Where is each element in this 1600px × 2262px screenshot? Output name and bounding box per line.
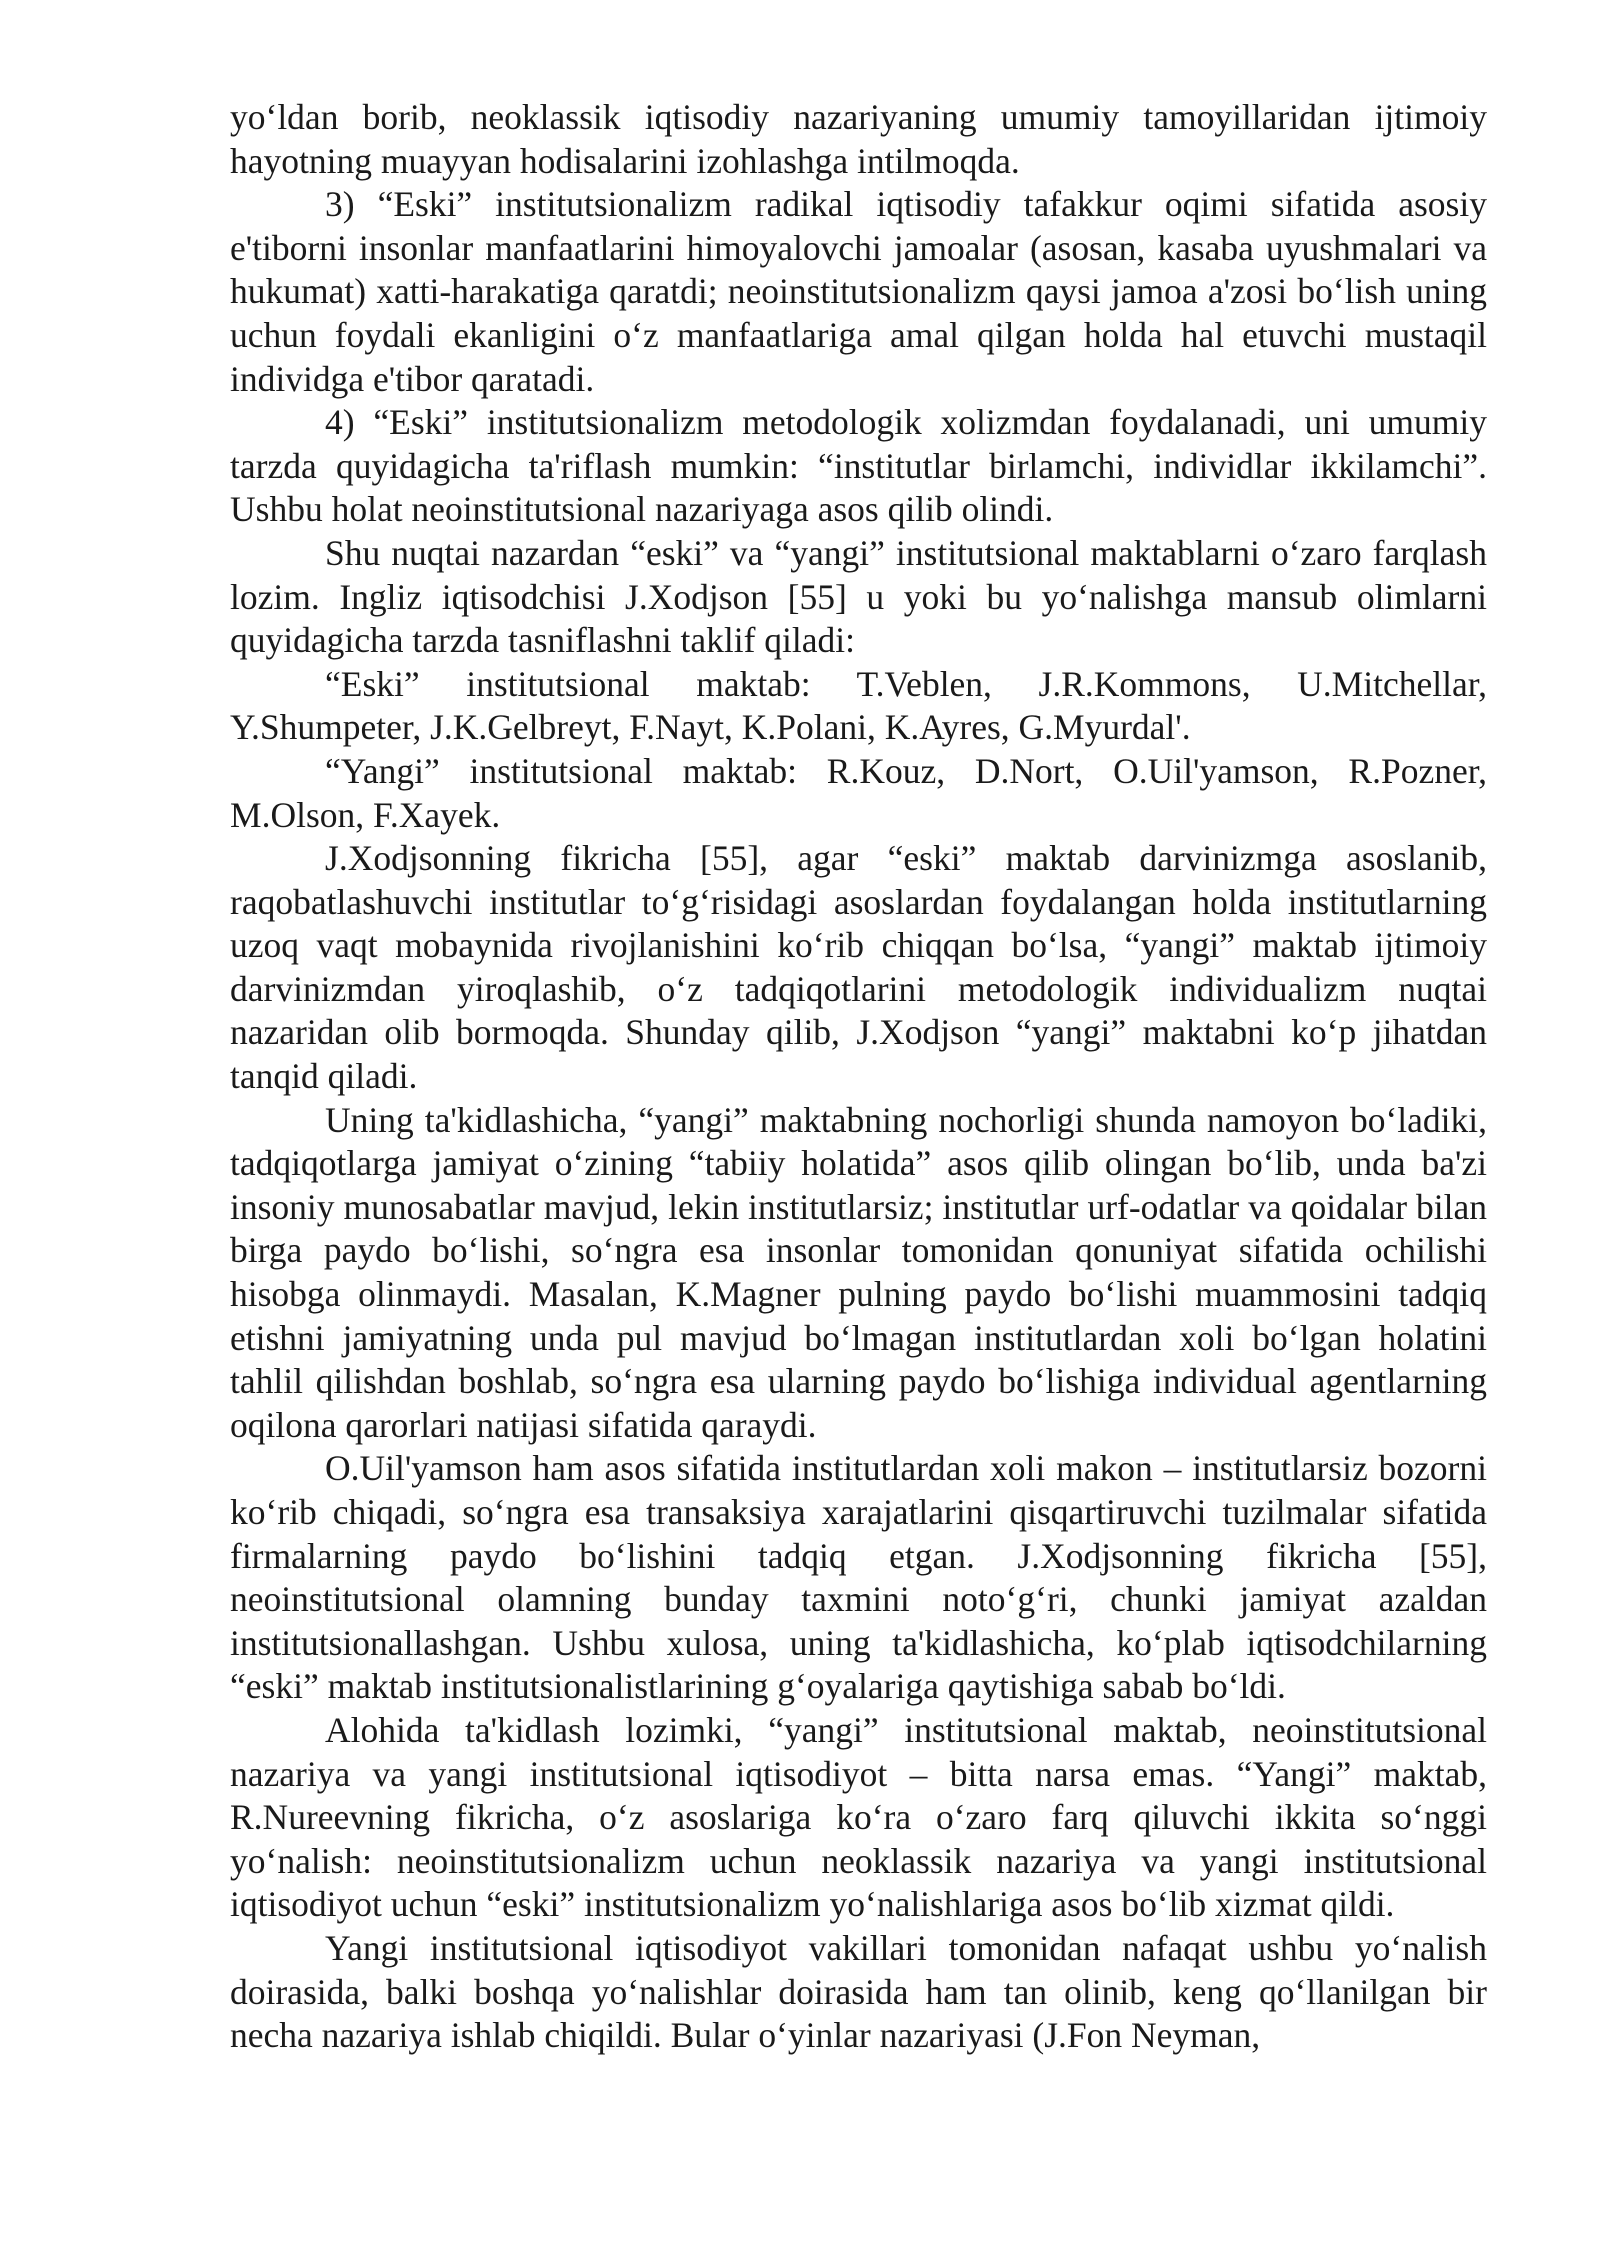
paragraph: “Eski” institutsional maktab: T.Veblen, J.R.Kommons, U.Mitchellar, Y.Shumpeter, J.K.Gelbreyt, F.Nayt, K.Polani, K.Ayres, G.Myurdal'. (230, 663, 1487, 748)
paragraph: “Yangi” institutsional maktab: R.Kouz, D.Nort, O.Uil'yamson, R.Pozner, M.Olson, F.Xayek. (230, 750, 1487, 835)
paragraph: Shu nuqtai nazardan “eski” va “yangi” institutsional maktablarni o‘zaro farqlash lozim. Ingliz iqtisodchisi J.Xodjson [55] u yoki bu yo‘nalishga mansub olimlarni quyidagicha tarzda tasniflashni taklif qiladi: (230, 532, 1487, 661)
paragraph: 4) “Eski” institutsionalizm metodologik xolizmdan foydalanadi, uni umumiy tarzda quyidagicha ta'riflash mumkin: “institutlar birlamchi, individlar ikkilamchi”. Ushbu holat neoinstitutsional nazariyaga asos qilib olindi. (230, 402, 1487, 530)
paragraph: Yangi institutsional iqtisodiyot vakillari tomonidan nafaqat ushbu yo‘nalish doirasida, balki boshqa yo‘nalishlar doirasida ham tan olinib, keng qo‘llanilgan bir necha nazariya ishlab chiqildi. Bular o‘yinlar nazariyasi (J.Fon Neyman, (230, 1927, 1487, 2056)
paragraph: 3) “Eski” institutsionalizm radikal iqtisodiy tafakkur oqimi sifatida asosiy e'tiborni insonlar manfaatlarini himoyalovchi jamoalar (asosan, kasaba uyushmalari va hukumat) xatti-harakatiga qaratdi; neoinstitutsionalizm qaysi jamoa a'zosi bo‘lish uning uchun foydali ekanligini o‘z manfaatlariga amal qilgan holda hal etuvchi mustaqil individga e'tibor qaratadi. (230, 184, 1487, 399)
paragraph: Alohida ta'kidlash lozimki, “yangi” institutsional maktab, neoinstitutsional nazariya va yangi institutsional iqtisodiyot – bitta narsa emas. “Yangi” maktab, R.Nureevning fikricha, o‘z asoslariga ko‘ra o‘zaro farq qiluvchi ikkita so‘nggi yo‘nalish: neoinstitutsionalizm uchun neoklassik nazariya va yangi institutsional iqtisodiyot uchun “eski” institutsionalizm yo‘nalishlariga asos bo‘lib xizmat qildi. (230, 1709, 1487, 1925)
paragraph: Uning ta'kidlashicha, “yangi” maktabning nochorligi shunda namoyon bo‘ladiki, tadqiqotlarga jamiyat o‘zining “tabiiy holatida” asos qilib olingan bo‘lib, unda ba'zi insoniy munosabatlar mavjud, lekin institutlarsiz; institutlar urf-odatlar va qoidalar bilan birga paydo bo‘lishi, so‘ngra esa insonlar tomonidan qonuniyat sifatida ochilishi hisobga olinmaydi. Masalan, K.Magner pulning paydo bo‘lishi muammosini tadqiq etishni jamiyatning unda pul mavjud bo‘lmagan institutlardan xoli bo‘lgan holatini tahlil qilishdan boshlab, so‘ngra esa ularning paydo bo‘lishiga individual agentlarning oqilona qarorlari natijasi sifatida qaraydi. (230, 1099, 1487, 1445)
paragraph: O.Uil'yamson ham asos sifatida institutlardan xoli makon – institutlarsiz bozorni ko‘rib chiqadi, so‘ngra esa transaksiya xarajatlarini qisqartiruvchi tuzilmalar sifatida firmalarning paydo bo‘lishini tadqiq etgan. J.Xodjsonning fikricha [55], neoinstitutsional olamning bunday taxmini noto‘g‘ri, chunki jamiyat azaldan institutsionallashgan. Ushbu xulosa, uning ta'kidlashicha, ko‘plab iqtisodchilarning “eski” maktab institutsionalistlarining g‘oyalariga qaytishiga sabab bo‘ldi. (230, 1448, 1487, 1707)
paragraph: J.Xodjsonning fikricha [55], agar “eski” maktab darvinizmga asoslanib, raqobatlashuvchi institutlar to‘g‘risidagi asoslardan foydalangan holda institutlarning uzoq vaqt mobaynida rivojlanishini ko‘rib chiqqan bo‘lsa, “yangi” maktab ijtimoiy darvinizmdan yiroqlashib, o‘z tadqiqotlarini metodologik individualizm nuqtai nazaridan olib bormoqda. Shunday qilib, J.Xodjson “yangi” maktabni ko‘p jihatdan tanqid qiladi. (230, 838, 1487, 1097)
paragraph: yo‘ldan borib, neoklassik iqtisodiy nazariyaning umumiy tamoyillaridan ijtimoiy hayotning muayyan hodisalarini izohlashga intilmoqda. (230, 97, 1487, 181)
document-page (230, 96, 1487, 2058)
